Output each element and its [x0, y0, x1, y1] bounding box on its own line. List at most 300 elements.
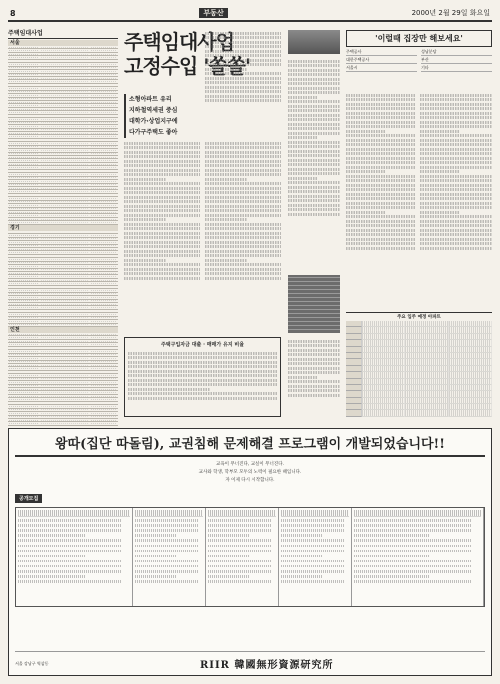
text-line: [128, 374, 277, 377]
text-line: [420, 116, 492, 119]
text-line: [420, 229, 492, 232]
ad-line: 교사와 학생, 학부모 모두의 노력이 필요한 때입니다.: [198, 470, 302, 475]
section-label: 부동산: [199, 8, 227, 18]
text-line: [135, 580, 198, 583]
subhead: 대학가·상업지구에: [124, 116, 279, 127]
text-line: [354, 529, 470, 532]
text-line: [288, 78, 340, 81]
text-line: [205, 214, 281, 217]
text-line: [288, 371, 340, 374]
text-line: [346, 184, 416, 187]
text-line: [281, 580, 344, 583]
text-line: [208, 519, 271, 522]
text-line: [18, 524, 121, 527]
housing-table-grid: [346, 321, 492, 417]
text-line: [354, 555, 430, 558]
text-line: [128, 365, 277, 368]
text-line: [205, 41, 281, 44]
text-line: [124, 191, 200, 194]
text-line: [128, 352, 277, 355]
ad-section-label: 공개모집: [15, 494, 42, 503]
text-line: [205, 245, 281, 248]
text-line: [205, 259, 247, 262]
text-line: [346, 125, 416, 128]
text-line: [124, 178, 166, 181]
text-line: [346, 229, 416, 232]
text-line: [124, 268, 200, 271]
text-line: [288, 114, 340, 117]
text-line: [124, 272, 200, 275]
text-line: [354, 560, 470, 563]
text-line: [420, 184, 492, 187]
text-line: [124, 232, 200, 235]
text-line: [288, 132, 340, 135]
text-line: [420, 220, 492, 223]
text-line: [205, 142, 281, 145]
text-line: [205, 81, 281, 84]
text-line: [135, 545, 198, 548]
text-line: [288, 154, 340, 157]
text-line: [420, 112, 492, 115]
text-line: [288, 105, 340, 108]
text-line: [354, 550, 470, 553]
text-line: [205, 178, 247, 181]
text-line: [288, 168, 340, 171]
text-line: [18, 534, 85, 537]
text-line: [420, 233, 492, 236]
text-line: [18, 539, 121, 542]
text-line: [288, 340, 340, 343]
text-line: [346, 134, 416, 137]
text-line: [281, 545, 344, 548]
text-line: [205, 254, 281, 257]
text-line: [18, 560, 121, 563]
text-line: [135, 565, 198, 568]
list-item: 부산: [421, 56, 492, 64]
text-line: [420, 139, 492, 142]
text-line: [420, 130, 460, 133]
text-line: [420, 242, 492, 245]
text-line: [124, 169, 200, 172]
text-line: [288, 109, 340, 112]
text-line: [346, 247, 416, 250]
text-line: [420, 170, 460, 173]
text-line: [420, 238, 492, 241]
text-line: [420, 166, 492, 169]
text-line: [135, 575, 176, 578]
schedule-column-header: [18, 510, 130, 517]
text-line: [420, 121, 492, 124]
text-line: [288, 64, 340, 67]
text-line: [346, 197, 416, 200]
text-line: [288, 344, 340, 347]
text-line: [128, 379, 277, 382]
article-column: [288, 338, 340, 418]
text-line: [288, 87, 340, 90]
text-line: [420, 179, 492, 182]
headline-line-1: 주택임대사업: [124, 30, 234, 54]
text-line: [205, 218, 247, 221]
feature-list: [346, 48, 492, 72]
text-line: [124, 209, 200, 212]
text-line: [124, 223, 200, 226]
text-line: [288, 60, 340, 63]
text-line: [208, 529, 271, 532]
article-column: [205, 30, 281, 130]
building-photo: [288, 275, 340, 333]
text-line: [128, 356, 277, 359]
text-line: [205, 277, 281, 280]
text-line: [346, 98, 416, 101]
text-line: [288, 127, 340, 130]
ad-footer: [15, 651, 485, 671]
text-line: [354, 534, 430, 537]
text-line: [205, 63, 281, 66]
text-line: [288, 186, 340, 189]
text-line: [208, 580, 271, 583]
text-line: [124, 241, 200, 244]
text-line: [208, 524, 271, 527]
text-line: [346, 130, 385, 133]
text-line: [420, 188, 492, 191]
text-line: [124, 214, 200, 217]
text-line: [124, 164, 200, 167]
text-line: [205, 205, 281, 208]
text-line: [208, 545, 271, 548]
text-line: [281, 550, 344, 553]
text-line: [346, 103, 416, 106]
text-line: [135, 550, 198, 553]
text-line: [288, 204, 340, 207]
text-line: [18, 519, 121, 522]
listing-table: [8, 28, 118, 428]
text-line: [288, 118, 340, 121]
text-line: [124, 227, 200, 230]
feature-title: '이럴때 집장만 해보세요': [346, 30, 492, 47]
ad-contact: 서울 강남구 역삼동: [15, 660, 49, 666]
text-line: [288, 213, 340, 216]
text-line: [124, 250, 200, 253]
text-line: [420, 152, 492, 155]
text-line: [420, 98, 492, 101]
text-line: [346, 94, 416, 97]
article-column: [124, 140, 200, 330]
text-line: [205, 232, 281, 235]
text-line: [281, 555, 322, 558]
text-line: [205, 72, 281, 75]
list-item: 주택공사: [346, 48, 417, 56]
text-line: [420, 148, 492, 151]
text-line: [135, 534, 176, 537]
text-line: [205, 77, 281, 80]
text-line: [124, 263, 200, 266]
text-line: [205, 59, 281, 62]
text-line: [420, 161, 492, 164]
schedule-column-header: [135, 510, 203, 517]
text-line: [18, 555, 85, 558]
text-line: [288, 145, 340, 148]
text-line: [346, 206, 416, 209]
text-line: [288, 73, 340, 76]
text-line: [124, 277, 200, 280]
text-line: [205, 268, 281, 271]
text-line: [346, 215, 416, 218]
text-line: [135, 560, 198, 563]
text-line: [205, 160, 281, 163]
text-line: [288, 353, 340, 356]
text-line: [208, 555, 249, 558]
text-line: [346, 188, 416, 191]
text-line: [420, 211, 460, 214]
text-line: [288, 367, 340, 370]
text-line: [124, 187, 200, 190]
text-line: [420, 215, 492, 218]
text-line: [420, 206, 492, 209]
text-line: [288, 136, 317, 139]
text-line: [128, 383, 277, 386]
text-line: [281, 534, 322, 537]
text-line: [420, 193, 492, 196]
text-line: [288, 82, 340, 85]
text-line: [346, 143, 416, 146]
text-line: [354, 580, 470, 583]
table-cell: [362, 410, 405, 416]
text-line: [208, 575, 249, 578]
text-line: [346, 166, 416, 169]
text-line: [205, 54, 281, 57]
page-number: 8: [10, 8, 16, 18]
text-line: [288, 96, 317, 99]
text-line: [288, 91, 340, 94]
text-line: [288, 385, 340, 388]
page-header: [8, 6, 492, 22]
text-line: [288, 190, 340, 193]
text-line: [346, 107, 416, 110]
text-line: [205, 169, 281, 172]
text-line: [124, 245, 200, 248]
text-line: [420, 94, 492, 97]
text-line: [18, 529, 121, 532]
text-line: [205, 209, 281, 212]
text-line: [205, 182, 281, 185]
article-column: [420, 92, 492, 307]
text-line: [288, 141, 340, 144]
text-line: [124, 200, 200, 203]
table-title: 주택임대사업: [8, 28, 118, 39]
table-subhead: 경기: [8, 225, 118, 231]
text-line: [346, 116, 416, 119]
text-line: [205, 36, 281, 39]
text-line: [346, 179, 416, 182]
advertisement: [8, 428, 492, 676]
text-line: [288, 123, 340, 126]
text-line: [288, 181, 340, 184]
text-line: [288, 177, 317, 180]
housing-table-title: 주요 입주 예정 아파트: [397, 315, 441, 320]
list-item: 성남분당: [421, 48, 492, 56]
text-line: [288, 376, 317, 379]
text-line: [354, 539, 470, 542]
text-line: [288, 208, 340, 211]
article-column: [288, 58, 340, 268]
ad-line: 자 이제 다시 시작합니다.: [225, 478, 275, 483]
text-line: [124, 146, 200, 149]
text-line: [288, 362, 340, 365]
text-line: [18, 565, 121, 568]
text-line: [18, 580, 121, 583]
text-line: [420, 157, 492, 160]
article-column: [346, 92, 416, 307]
text-line: [205, 68, 247, 71]
text-line: [124, 218, 166, 221]
text-line: [208, 565, 271, 568]
text-line: [208, 550, 271, 553]
table-subhead: 서울: [8, 40, 118, 46]
text-line: [288, 380, 340, 383]
text-line: [205, 32, 281, 35]
text-line: [346, 161, 416, 164]
text-line: [205, 90, 281, 93]
list-item: 대한주택공사: [346, 56, 417, 64]
text-line: [205, 241, 281, 244]
text-line: [205, 236, 281, 239]
text-line: [205, 164, 281, 167]
text-line: [346, 233, 416, 236]
text-line: [281, 575, 322, 578]
table-subhead: 인천: [8, 327, 118, 333]
text-line: [208, 539, 271, 542]
schedule-column-header: [281, 510, 349, 517]
sidebar-box: [124, 337, 281, 417]
text-line: [124, 173, 200, 176]
article-photo: [288, 30, 340, 54]
text-line: [346, 157, 416, 160]
text-line: [288, 172, 340, 175]
text-line: [288, 394, 340, 397]
text-line: [18, 545, 121, 548]
text-line: [288, 69, 340, 72]
text-line: [420, 197, 492, 200]
text-line: [281, 565, 344, 568]
text-line: [18, 575, 85, 578]
text-line: [346, 170, 385, 173]
text-line: [354, 519, 470, 522]
text-line: [420, 125, 492, 128]
text-line: [288, 150, 340, 153]
text-line: [354, 570, 470, 573]
text-line: [18, 570, 121, 573]
text-line: [205, 86, 281, 89]
text-line: [135, 539, 198, 542]
text-line: [346, 220, 416, 223]
text-line: [281, 519, 344, 522]
text-line: [281, 560, 344, 563]
text-line: [288, 100, 340, 103]
text-line: [18, 550, 121, 553]
text-line: [281, 539, 344, 542]
text-line: [420, 134, 492, 137]
text-line: [420, 103, 492, 106]
text-line: [346, 148, 416, 151]
text-line: [288, 159, 340, 162]
text-line: [346, 175, 416, 178]
text-line: [346, 193, 416, 196]
text-line: [288, 163, 340, 166]
text-line: [135, 570, 198, 573]
table-cell: [449, 410, 492, 416]
subhead: 다가구주택도 좋아: [124, 127, 279, 138]
text-line: [205, 151, 281, 154]
table-cell: [405, 410, 448, 416]
text-line: [135, 519, 198, 522]
text-line: [135, 529, 198, 532]
text-line: [128, 388, 210, 391]
list-item: 기타: [421, 64, 492, 72]
text-line: [208, 570, 271, 573]
subhead: 소형아파트 유리: [124, 94, 279, 105]
text-line: [205, 146, 281, 149]
text-line: [205, 99, 281, 102]
text-line: [346, 238, 416, 241]
text-line: [288, 389, 340, 392]
text-line: [128, 361, 277, 364]
text-line: [124, 151, 200, 154]
text-line: [124, 155, 200, 158]
subhead: 지하철역세권 중심: [124, 105, 279, 116]
text-line: [346, 121, 416, 124]
text-line: [288, 349, 340, 352]
text-line: [346, 112, 416, 115]
text-line: [205, 50, 281, 53]
text-line: [124, 254, 200, 257]
text-line: [205, 155, 281, 158]
text-line: [124, 160, 200, 163]
ad-title: 왕따(집단 따돌림), 교권침해 문제해결 프로그램이 개발되었습니다!!: [15, 433, 485, 457]
table-rows: [8, 40, 118, 429]
text-line: [124, 205, 200, 208]
text-line: [128, 397, 277, 400]
text-line: [205, 95, 281, 98]
text-line: [205, 250, 281, 253]
sidebar-box-title: 주택구입자금 대출 · 매매가 유지 비율: [160, 342, 245, 348]
text-line: [281, 529, 344, 532]
schedule-column-header: [208, 510, 276, 517]
text-line: [128, 370, 277, 373]
text-line: [205, 191, 281, 194]
text-line: [420, 202, 492, 205]
text-line: [354, 545, 470, 548]
text-line: [346, 224, 416, 227]
text-line: [135, 555, 176, 558]
text-line: [128, 392, 277, 395]
list-item: 서울시: [346, 64, 417, 72]
text-line: [124, 182, 200, 185]
text-line: [124, 196, 200, 199]
schedule-column: [16, 508, 133, 606]
text-line: [346, 242, 416, 245]
text-line: [354, 565, 470, 568]
housing-table: [346, 312, 492, 418]
table-cell: [346, 410, 362, 416]
ad-body: [15, 461, 485, 485]
text-line: [281, 570, 344, 573]
text-line: [124, 236, 200, 239]
text-line: [346, 202, 416, 205]
text-line: [205, 196, 281, 199]
text-line: [205, 263, 281, 266]
article-column: [205, 140, 281, 330]
text-line: [288, 195, 340, 198]
